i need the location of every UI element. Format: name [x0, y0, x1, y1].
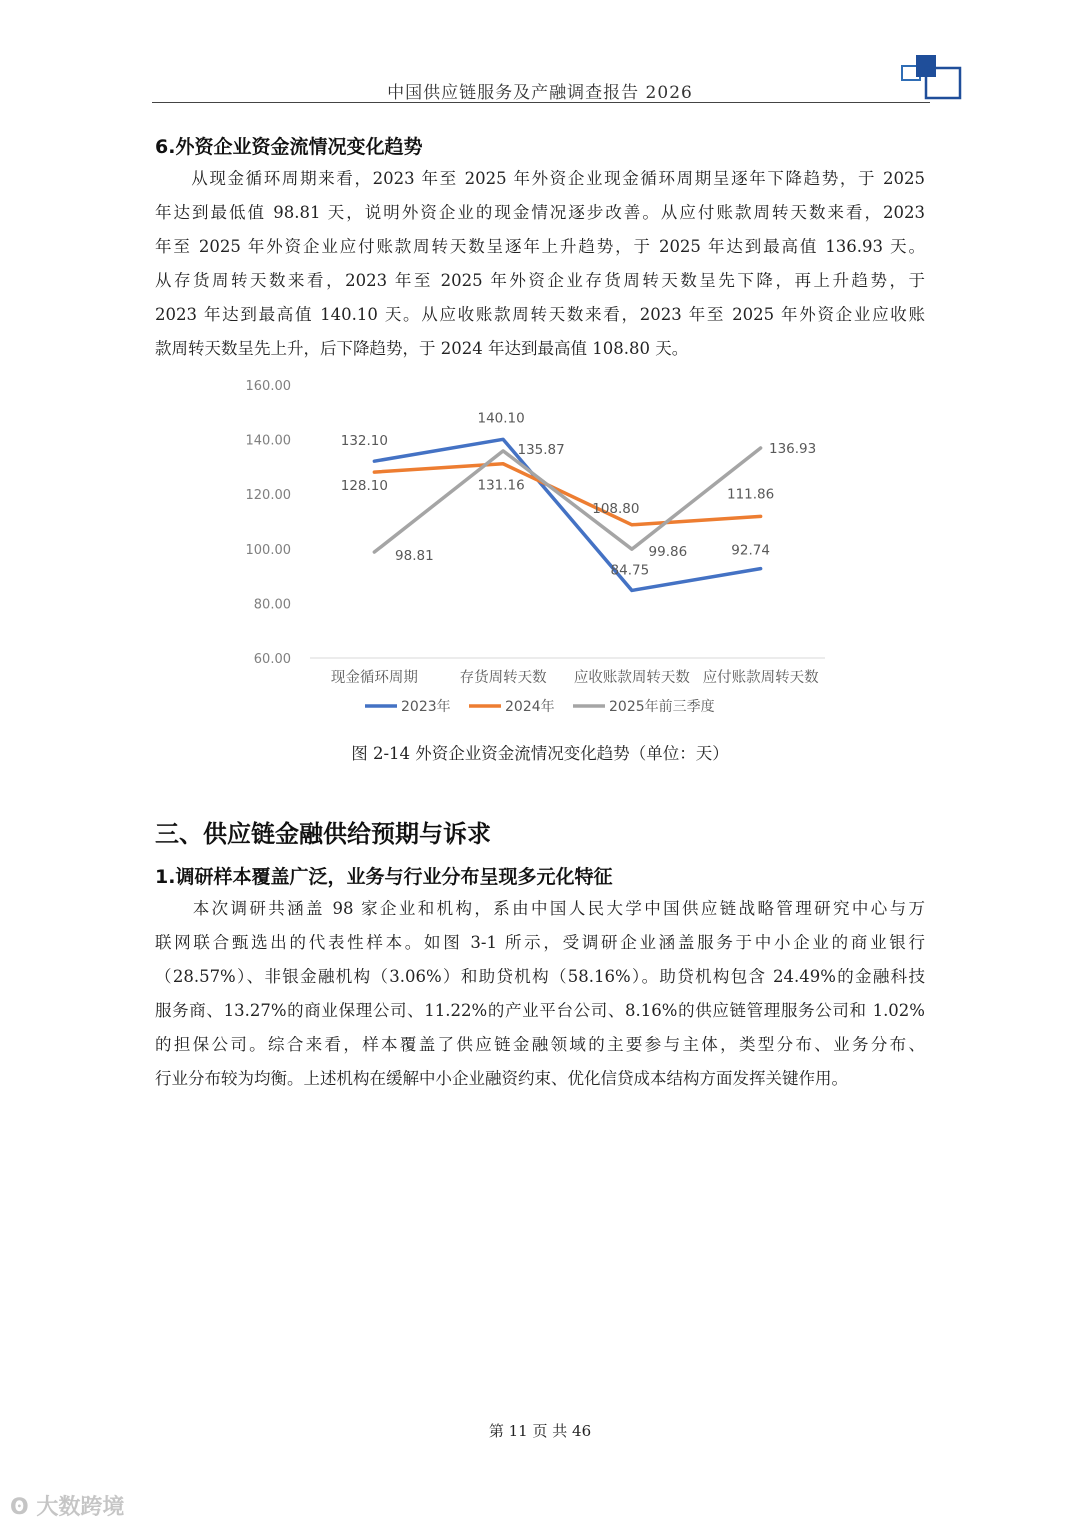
data-label: 99.86	[648, 544, 688, 561]
data-label: 111.86	[727, 486, 775, 503]
series-line-2023年	[374, 439, 760, 590]
y-tick-label: 160.00	[245, 379, 291, 394]
header-rule	[152, 102, 930, 103]
x-category-label: 存货周转天数	[459, 670, 547, 686]
data-label: 98.81	[395, 548, 434, 565]
section-heading-6: 6.外资企业资金流情况变化趋势	[155, 136, 423, 158]
report-logo-icon	[898, 52, 964, 102]
watermark	[10, 1490, 124, 1521]
section-heading-3: 三、供应链金融供给预期与诉求	[155, 820, 491, 848]
section6-paragraph	[155, 162, 925, 366]
y-tick-label: 120.00	[245, 488, 291, 504]
data-label: 92.74	[731, 542, 770, 559]
paragraph-line: 从现金循环周期来看，2023 年至 2025 年外资企业现金循环周期呈逐年下降趋势，于 2025	[155, 169, 925, 188]
page-number: 第 11 页 共 46	[488, 1422, 592, 1440]
data-label: 108.80	[592, 500, 640, 517]
data-label: 84.75	[610, 562, 650, 579]
x-category-label: 应付账款周转天数	[702, 670, 819, 686]
y-tick-label: 80.00	[253, 597, 291, 613]
y-tick-label: 100.00	[245, 542, 291, 558]
paragraph-line: 本次调研共涵盖 98 家企业和机构，系由中国人民大学中国供应链战略管理研究中心与万	[155, 899, 925, 918]
paragraph-line: 2023 年达到最高值 140.10 天。从应收账款周转天数来看，2023 年至 2025 年外资企业应收账	[155, 305, 925, 324]
paragraph-line: 年达到最低值 98.81 天，说明外资企业的现金情况逐步改善。从应付账款周转天数来看，2023	[155, 203, 925, 222]
paragraph-line: （28.57%）、非银金融机构（3.06%）和助贷机构（58.16%）。助贷机构包含 24.49%的金融科技	[155, 967, 925, 986]
watermark-logo-icon: ʘ	[10, 1495, 37, 1520]
y-tick-label: 60.00	[253, 652, 291, 667]
data-label: 128.10	[340, 478, 388, 495]
sub1-paragraph	[155, 892, 925, 1096]
watermark-text: 大数跨境	[36, 1495, 125, 1520]
x-category-label: 现金循环周期	[330, 670, 418, 686]
y-tick-label: 140.00	[245, 433, 291, 449]
paragraph-line: 服务商、13.27%的商业保理公司、11.22%的产业平台公司、8.16%的供应链管理服务公司和 1.02%	[155, 1001, 925, 1020]
paragraph-line: 联网联合甄选出的代表性样本。如图 3-1 所示，受调研企业涵盖服务于中小企业的商业银行	[155, 933, 925, 952]
paragraph-line: 的担保公司。综合来看，样本覆盖了供应链金融领域的主要参与主体，类型分布、业务分布、	[155, 1035, 925, 1054]
data-label: 136.93	[769, 440, 817, 457]
paragraph-line: 行业分布较为均衡。上述机构在缓解中小企业融资约束、优化信贷成本结构方面发挥关键作用。	[155, 1069, 848, 1088]
data-label: 140.10	[477, 410, 525, 427]
figure-caption: 图 2-14 外资企业资金流情况变化趋势（单位：天）	[351, 744, 729, 763]
x-category-label: 应收账款周转天数	[573, 670, 690, 686]
legend-label: 2025年前三季度	[609, 699, 715, 715]
data-label: 131.16	[477, 477, 525, 494]
series-line-2025年前三季度	[374, 448, 760, 552]
paragraph-line: 年至 2025 年外资企业应付账款周转天数呈逐年上升趋势，于 2025 年达到最高值 136.93 天。	[155, 237, 925, 256]
data-label: 132.10	[340, 433, 388, 450]
header-title: 中国供应链服务及产融调查报告 2026	[387, 83, 693, 103]
paragraph-line: 从存货周转天数来看，2023 年至 2025 年外资企业存货周转天数呈先下降，再上升趋势，于	[155, 271, 925, 290]
legend-label: 2024年	[505, 699, 555, 715]
cash-flow-trend-chart	[225, 372, 845, 722]
paragraph-line: 款周转天数呈先上升，后下降趋势，于 2024 年达到最高值 108.80 天。	[155, 339, 689, 358]
subsection-heading-1: 1.调研样本覆盖广泛，业务与行业分布呈现多元化特征	[155, 866, 613, 888]
data-label: 135.87	[517, 441, 565, 458]
legend-label: 2023年	[401, 699, 451, 715]
